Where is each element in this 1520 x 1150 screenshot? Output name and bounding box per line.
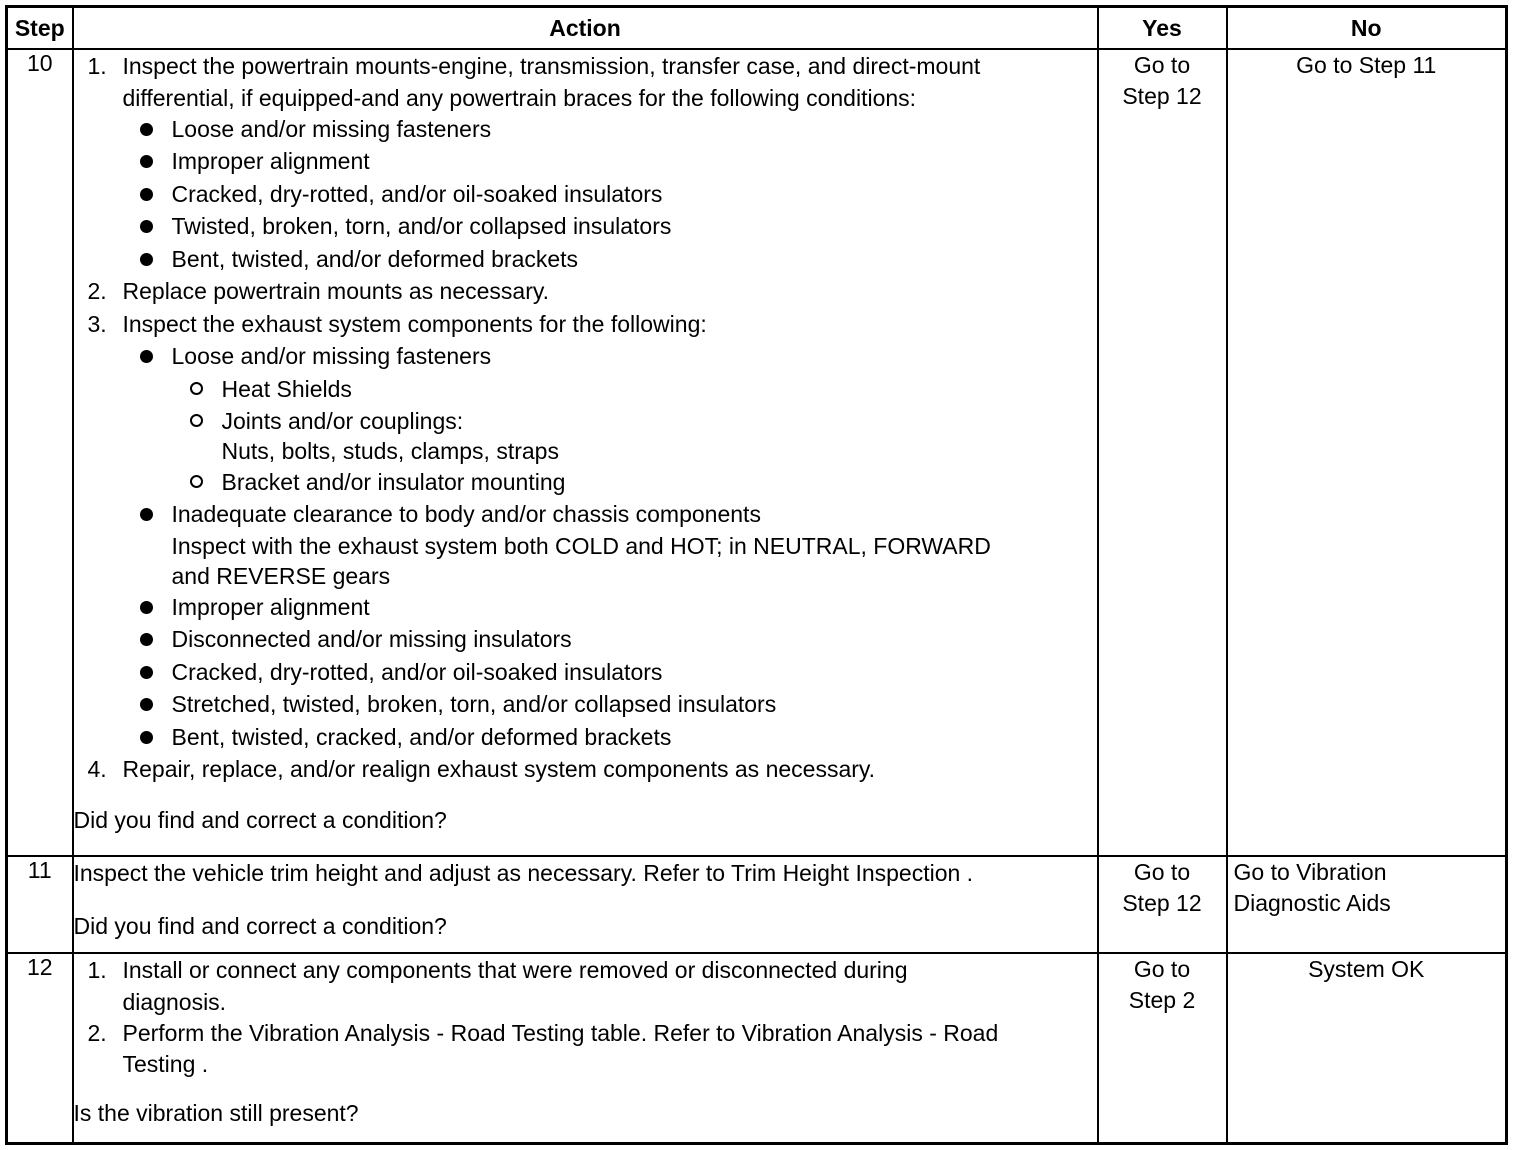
bullet-item: Cracked, dry-rotted, and/or oil-soaked insulators [74, 178, 1097, 211]
step-number: 12 [7, 953, 73, 1143]
yes-text: Go to [1133, 859, 1191, 885]
no-cell [1227, 49, 1507, 856]
no-text: Go to Step 11 [1296, 52, 1437, 78]
header-step: Step [7, 7, 73, 50]
sub-bullet-continuation: Nuts, bolts, studs, clamps, straps [221, 437, 559, 464]
bullet-icon [140, 508, 153, 521]
yes-cell [1098, 49, 1227, 856]
yes-text: Go to [1133, 956, 1191, 982]
circle-bullet-icon [190, 382, 203, 395]
bullet-icon [140, 188, 153, 201]
list-item: 2. Perform the Vibration Analysis - Road Testing table. Refer to Vibration Analysis - Road [87, 1019, 999, 1046]
header-no: No [1227, 7, 1507, 50]
action-cell [73, 856, 1098, 953]
yes-text: Step 12 [1122, 890, 1202, 916]
header-action: Action [73, 7, 1098, 50]
list-item: 3. Inspect the exhaust system components for the following: [87, 310, 707, 337]
bullet-item: Inadequate clearance to body and/or chassis components [74, 498, 1097, 531]
list-item: 1. Install or connect any components that were removed or disconnected during [87, 957, 908, 983]
list-item: 4. Repair, replace, and/or realign exhaust system components as necessary. [87, 756, 876, 782]
bullet-icon [140, 731, 153, 744]
bullet-icon [140, 220, 153, 233]
list-item: 2. Replace powertrain mounts as necessary. [87, 278, 550, 304]
bullet-item: Loose and/or missing fasteners [74, 113, 1097, 146]
sub-bullet-item: Bracket and/or insulator mounting [74, 466, 1097, 499]
no-text: Go to Vibration [1233, 859, 1387, 885]
bullet-item: Cracked, dry-rotted, and/or oil-soaked insulators [74, 656, 1097, 689]
bullet-item: Stretched, twisted, broken, torn, and/or collapsed insulators [74, 688, 1097, 721]
yes-cell [1098, 953, 1227, 1143]
no-cell [1227, 856, 1507, 953]
bullet-icon [140, 350, 153, 363]
diagnostic-table [5, 5, 1508, 1145]
bullet-item: Improper alignment [74, 591, 1097, 624]
yes-text: Step 2 [1128, 987, 1196, 1013]
list-item-continuation: diagnosis. [122, 988, 227, 1015]
action-cell [73, 49, 1098, 856]
action-cell [73, 953, 1098, 1143]
action-text: Inspect the vehicle trim height and adjust as necessary. Refer to Trim Height Inspection . [73, 860, 974, 886]
yes-text: Step 12 [1122, 83, 1202, 109]
sub-bullet-item: Joints and/or couplings: [74, 405, 1097, 438]
bullet-item: Improper alignment [74, 145, 1097, 178]
bullet-item: Bent, twisted, cracked, and/or deformed brackets [74, 721, 1097, 754]
bullet-icon [140, 698, 153, 711]
question-text: Did you find and correct a condition? [73, 806, 447, 833]
no-cell [1227, 953, 1507, 1143]
bullet-item: Disconnected and/or missing insulators [74, 623, 1097, 656]
question-text: Did you find and correct a condition? [73, 912, 447, 939]
list-item-continuation: differential, if equipped-and any powertrain braces for the following conditions: [122, 84, 917, 111]
bullet-icon [140, 666, 153, 679]
question-text: Is the vibration still present? [73, 1100, 359, 1126]
circle-bullet-icon [190, 475, 203, 488]
sub-bullet-item: Heat Shields [74, 373, 1097, 406]
bullet-continuation: Inspect with the exhaust system both COLD and HOT; in NEUTRAL, FORWARD [171, 532, 991, 559]
bullet-item: Bent, twisted, and/or deformed brackets [74, 243, 1097, 276]
bullet-item: Loose and/or missing fasteners [74, 340, 1097, 373]
yes-text: Go to [1133, 52, 1191, 78]
circle-bullet-icon [190, 414, 203, 427]
step-number: 11 [7, 856, 73, 953]
list-item-continuation: Testing . [122, 1051, 209, 1077]
bullet-continuation: and REVERSE gears [171, 562, 391, 589]
bullet-item: Twisted, broken, torn, and/or collapsed insulators [74, 210, 1097, 243]
yes-cell [1098, 856, 1227, 953]
list-item: 1. Inspect the powertrain mounts-engine, transmission, transfer case, and direct-mount [87, 53, 981, 79]
bullet-icon [140, 633, 153, 646]
table-row [7, 49, 1507, 856]
bullet-icon [140, 155, 153, 168]
header-yes: Yes [1098, 7, 1227, 50]
no-text: Diagnostic Aids [1233, 890, 1391, 916]
table-row [7, 953, 1507, 1143]
bullet-icon [140, 123, 153, 136]
no-text: System OK [1308, 956, 1425, 982]
step-number: 10 [7, 49, 73, 856]
table-row [7, 856, 1507, 953]
bullet-icon [140, 253, 153, 266]
bullet-icon [140, 601, 153, 614]
header-row [7, 7, 1507, 50]
